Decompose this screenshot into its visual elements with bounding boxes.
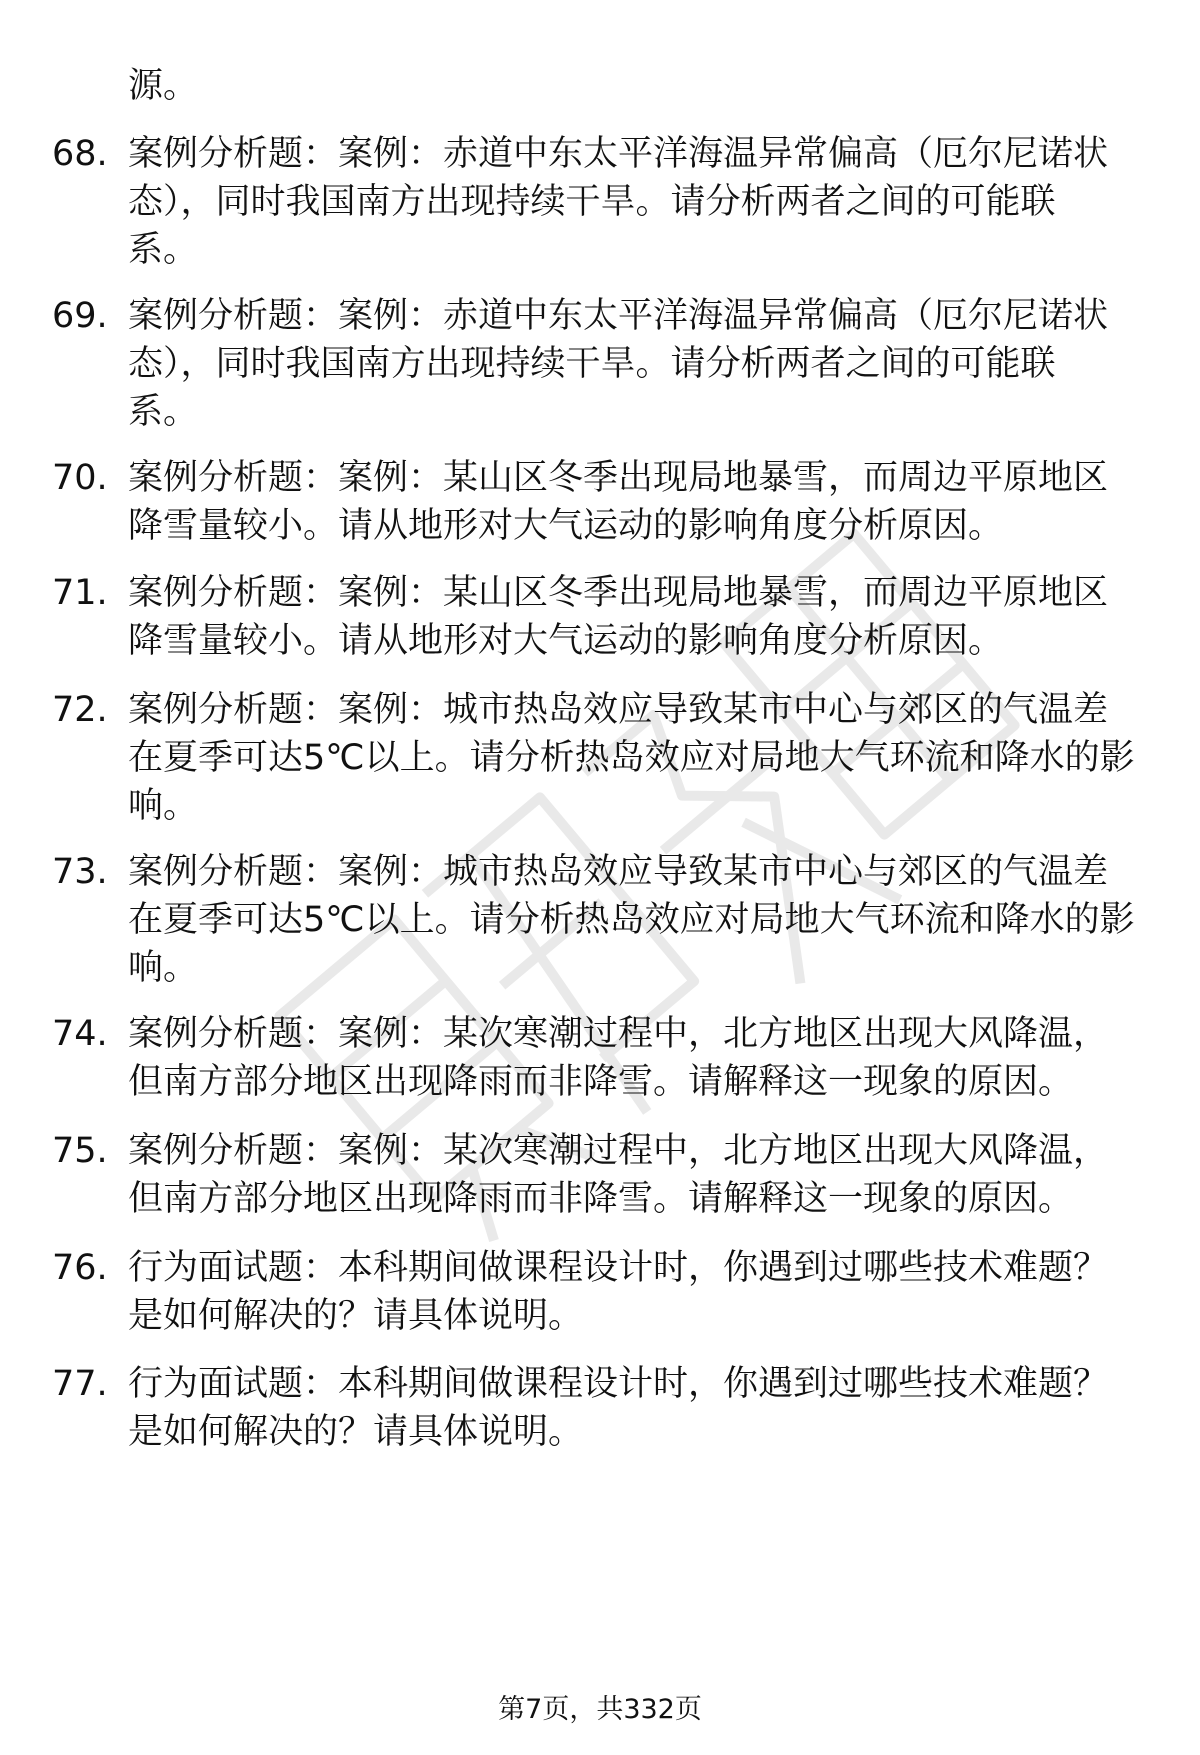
question-text-line: 但南方部分地区出现降雨而非降雪。请解释这一现象的原因。 <box>128 1062 1074 1102</box>
question-text-line: 案例分析题：案例：某次寒潮过程中，北方地区出现大风降温， <box>128 1014 1109 1054</box>
question-text-line: 态），同时我国南方出现持续干旱。请分析两者之间的可能联 <box>128 344 1056 384</box>
question-text-line: 行为面试题：本科期间做课程设计时，你遇到过哪些技术难题？ <box>128 1248 1109 1288</box>
question-text <box>128 569 1168 665</box>
question-text <box>128 1010 1168 1106</box>
question-text <box>128 1127 1168 1223</box>
question-text <box>128 1360 1168 1456</box>
page-number-label: 第7页，共332页 <box>498 1694 702 1725</box>
question-text-line: 响。 <box>128 948 199 988</box>
question-text <box>128 686 1168 830</box>
question-text-line: 但南方部分地区出现降雨而非降雪。请解释这一现象的原因。 <box>128 1179 1074 1219</box>
question-text-line: 案例分析题：案例：某山区冬季出现局地暴雪，而周边平原地区 <box>128 573 1109 613</box>
question-text-line: 态），同时我国南方出现持续干旱。请分析两者之间的可能联 <box>128 182 1056 222</box>
question-text <box>128 454 1168 550</box>
question-text-line: 响。 <box>128 786 199 826</box>
question-text-line: 案例分析题：案例：城市热岛效应导致某市中心与郊区的气温差 <box>128 852 1109 892</box>
question-number: 69. <box>52 296 108 336</box>
question-text-line: 系。 <box>128 392 199 432</box>
question-number: 75. <box>52 1131 108 1171</box>
continuation-text: 源。 <box>128 66 199 106</box>
question-text-line: 案例分析题：案例：赤道中东太平洋海温异常偏高（厄尔尼诺状 <box>128 134 1109 174</box>
question-text-line: 在夏季可达5℃以上。请分析热岛效应对局地大气环流和降水的影 <box>128 900 1135 940</box>
question-text <box>128 848 1168 992</box>
question-text <box>128 1244 1168 1340</box>
question-text-line: 案例分析题：案例：城市热岛效应导致某市中心与郊区的气温差 <box>128 690 1109 730</box>
question-text-line: 案例分析题：案例：某次寒潮过程中，北方地区出现大风降温， <box>128 1131 1109 1171</box>
question-number: 68. <box>52 134 108 174</box>
question-number: 77. <box>52 1364 108 1404</box>
question-text-line: 在夏季可达5℃以上。请分析热岛效应对局地大气环流和降水的影 <box>128 738 1135 778</box>
question-number: 76. <box>52 1248 108 1288</box>
question-text-line: 行为面试题：本科期间做课程设计时，你遇到过哪些技术难题？ <box>128 1364 1109 1404</box>
page-footer <box>0 1692 1200 1728</box>
question-text-line: 降雪量较小。请从地形对大气运动的影响角度分析原因。 <box>128 506 1004 546</box>
question-number: 70. <box>52 458 108 498</box>
question-text-line: 是如何解决的？请具体说明。 <box>128 1412 584 1452</box>
question-text-line: 系。 <box>128 230 199 270</box>
question-text-line: 案例分析题：案例：赤道中东太平洋海温异常偏高（厄尔尼诺状 <box>128 296 1109 336</box>
question-text-line: 案例分析题：案例：某山区冬季出现局地暴雪，而周边平原地区 <box>128 458 1109 498</box>
question-text <box>128 130 1168 274</box>
question-number: 73. <box>52 852 108 892</box>
question-number: 72. <box>52 690 108 730</box>
question-text-line: 是如何解决的？请具体说明。 <box>128 1296 584 1336</box>
question-number: 71. <box>52 573 108 613</box>
question-number: 74. <box>52 1014 108 1054</box>
question-text-line: 降雪量较小。请从地形对大气运动的影响角度分析原因。 <box>128 621 1004 661</box>
question-text <box>128 292 1168 436</box>
